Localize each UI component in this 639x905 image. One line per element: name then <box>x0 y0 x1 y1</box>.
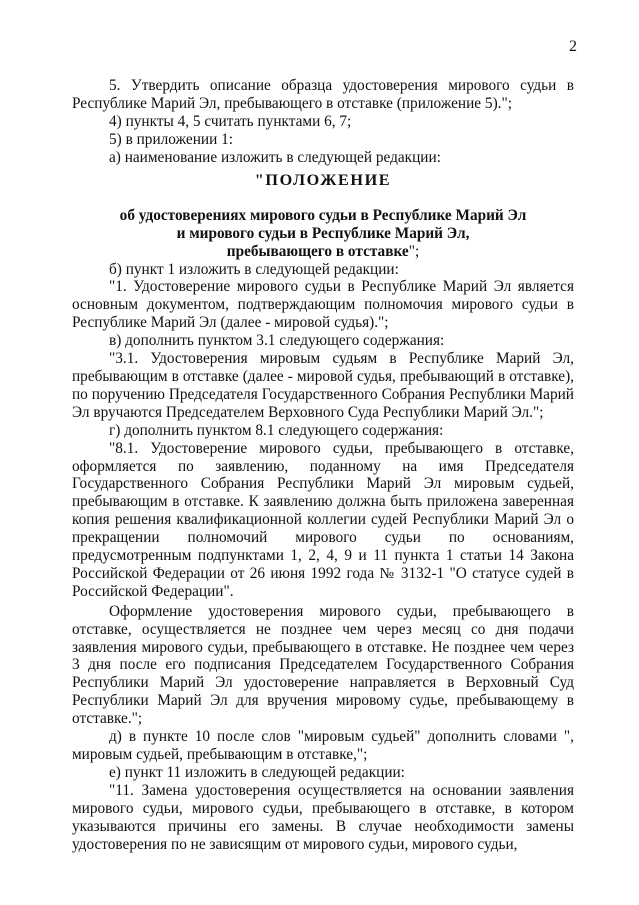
paragraph-point-3-1-text: "3.1. Удостоверения мировым судьям в Республике Марий Эл, пребывающим в отставке (далее - мировой судья, пребывающий в отставке), по поручению Председателя Государственного Собрания Республики Марий Эл вручаются Председателем Верховного Суда Республики Марий Эл."; <box>72 350 574 421</box>
paragraph-point-11-edit: е) пункт 11 изложить в следующей редакции: <box>109 763 405 781</box>
paragraph-point-1-text: "1. Удостоверение мирового судьи в Республике Марий Эл является основным документом, подтверждающим полномочия мирового судьи в Республике Марий Эл (далее - мировой судья)."; <box>72 278 574 332</box>
paragraph-appendix-1: 5) в приложении 1: <box>109 130 233 148</box>
subtitle-line-3-tail: "; <box>408 242 420 260</box>
paragraph-point-11-text: "11. Замена удостоверения осуществляется на основании заявления мирового судьи, мирового судьи, пребывающего в отставке, в котором указываются причины его замены. В случае необходимости замены удостоверения по не зависящим от мирового судьи, мирового судьи, <box>72 781 574 853</box>
subtitle-line-3 <box>72 243 574 261</box>
subtitle-line-2: и мирового судьи в Республике Марий Эл, <box>176 224 470 242</box>
paragraph-point-1-edit: б) пункт 1 изложить в следующей редакции: <box>109 260 399 278</box>
regulation-subtitle <box>72 207 574 261</box>
paragraph-add-point-3-1: в) дополнить пунктом 3.1 следующего содержания: <box>109 332 445 350</box>
paragraph-point-8-1-text: "8.1. Удостоверение мирового судьи, пребывающего в отставке, оформляется по заявлению, поданному на имя Председателя Государственного Собрания Республики Марий Эл мировым судьей, пребывающим в отставке. К заявлению должна быть приложена заверенная копия решения квалификационной коллегии судей Республики Марий Эл о прекращении полномочий мирового судьи по основаниям, предусмотренным подпунктами 1, 2, 4, 9 и 11 пункта 1 статьи 14 Закона Российской Федерации от 26 июня 1992 года № 3132-1 "О статусе судей в Российской Федерации". <box>72 439 574 600</box>
paragraph-point-10-edit: д) в пункте 10 после слов "мировым судьей" дополнить словами ", мировым судьей, пребывающим в отставке,"; <box>72 728 574 763</box>
subtitle-line-1: об удостоверениях мирового судьи в Республике Марий Эл <box>119 206 527 224</box>
paragraph-add-point-8-1: г) дополнить пунктом 8.1 следующего содержания: <box>109 421 444 439</box>
paragraph-approve-description: 5. Утвердить описание образца удостоверения мирового судьи в Республике Марий Эл, пребывающего в отставке (приложение 5)."; <box>72 77 574 112</box>
paragraph-retired-certificate-processing: Оформление удостоверения мирового судьи, пребывающего в отставке, осуществляется не позднее чем через месяц со дня подачи заявления мирового судьи, пребывающего в отставке. Не позднее чем через 3 дня после его подписания Председателем Государственного Собрания Республики Марий Эл удостоверение направляется в Верховный Суд Республики Марий Эл для вручения мировому судье, пребывающему в отставке."; <box>72 602 574 728</box>
document-body <box>72 77 574 853</box>
page-number: 2 <box>569 38 577 55</box>
paragraph-renumber-points: 4) пункты 4, 5 считать пунктами 6, 7; <box>109 112 352 130</box>
regulation-title: "ПОЛОЖЕНИЕ <box>254 170 392 189</box>
subtitle-line-3-text: пребывающего в отставке <box>226 242 409 260</box>
paragraph-title-edit: а) наименование изложить в следующей редакции: <box>109 148 441 166</box>
